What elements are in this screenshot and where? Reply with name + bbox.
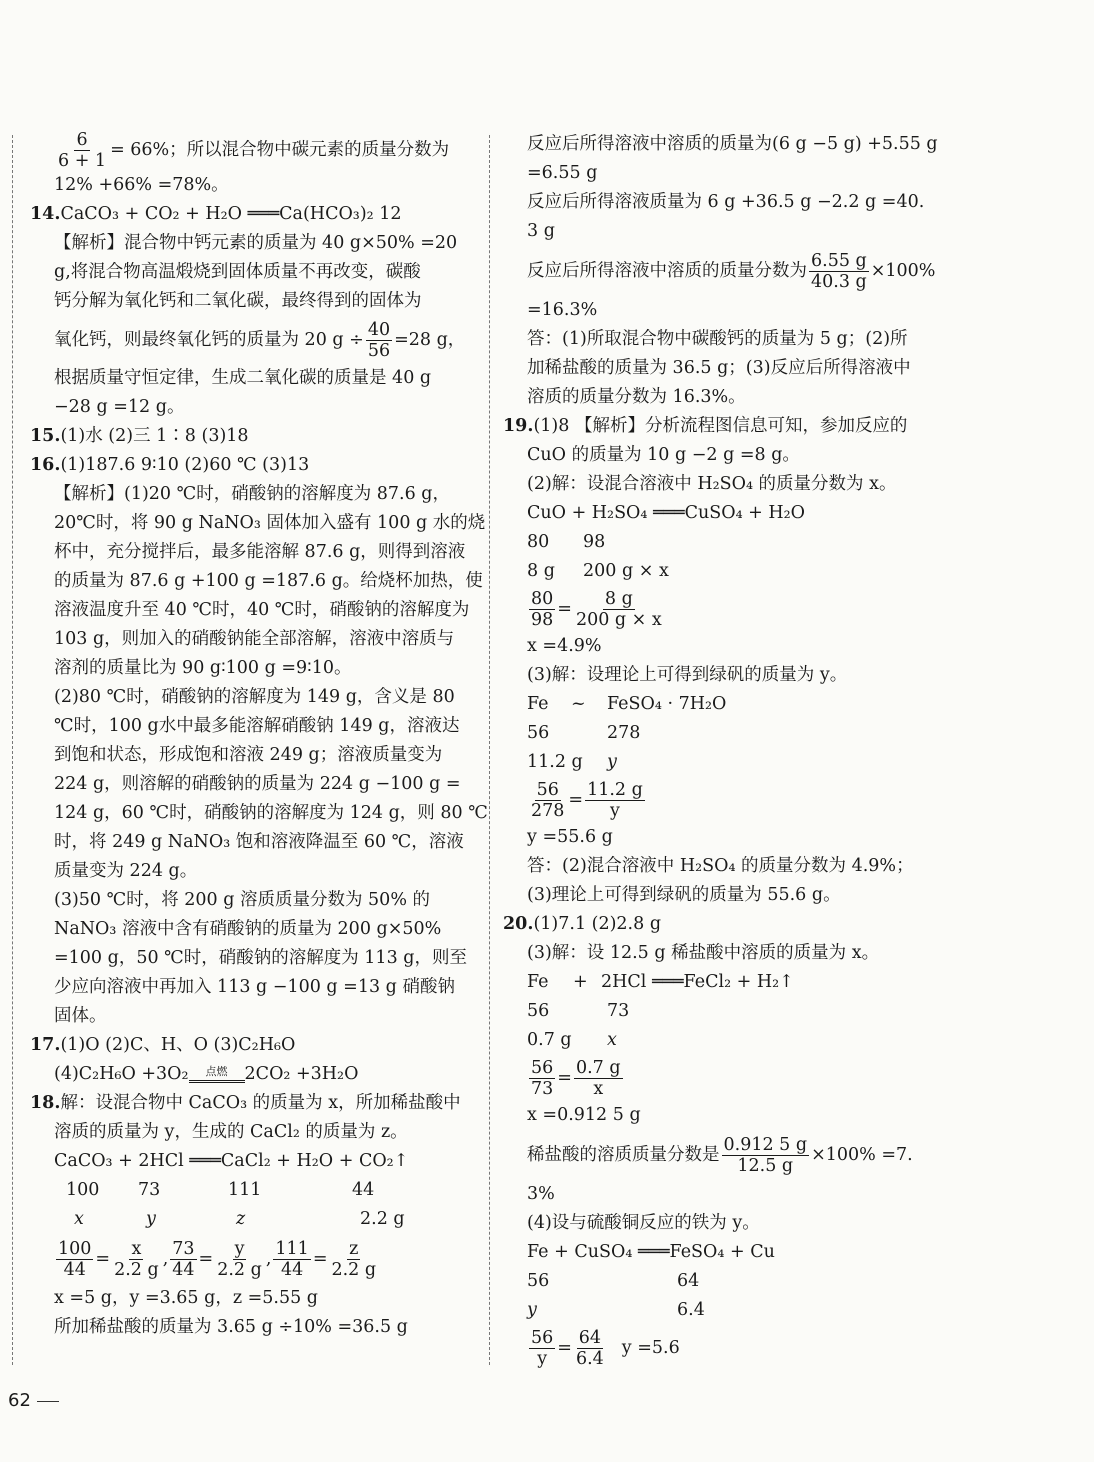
text-line: x =5 g，y =3.65 g，z =5.55 g: [54, 1288, 319, 1308]
proportion-line: $\frac{100}{44}$ = $\frac{x}{2.2 g}$ , $\frac{73}{44}$ = $\frac{y}{2.2 g}$ , $\frac{111}{44}$ = $\frac{z}{2.2 g}$: [58, 1238, 377, 1280]
fraction-line: 稀盐酸的溶质质量分数是 $\frac{0.912 5 g}{12.5 g}$ ×100% =7.: [527, 1134, 913, 1176]
text-line: 溶剂的质量比为 90 g∶100 g =9∶10。: [54, 658, 352, 678]
question-20: 20.(1)7.1 (2)2.8 g: [503, 914, 662, 934]
text-line: 20℃时，将 90 g NaNO₃ 固体加入盛有 100 g 水的烧: [54, 513, 486, 533]
proportion-line: $\frac{80}{98}$ = $\frac{8 g}{200 g \times x}$: [531, 588, 662, 630]
text-line: = 66%；所以混合物中碳元素的质量分数为: [110, 140, 450, 160]
text-line: (3)理论上可得到绿矾的质量为 55.6 g。: [527, 885, 841, 905]
text-line: 103 g，则加入的硝酸钠能全部溶解，溶液中溶质与: [54, 629, 455, 649]
question-15: 15.(1)水 (2)三 1∶8 (3)18: [30, 426, 249, 446]
reaction-equation: CuO + H₂SO₄ ═══CuSO₄ + H₂O: [527, 503, 806, 523]
text-line: 224 g，则溶解的硝酸钠的质量为 224 g −100 g =: [54, 774, 461, 794]
unknown-row: 0.7 g x: [527, 1030, 617, 1050]
text-line: 【解析】(1)20 ℃时，硝酸钠的溶解度为 87.6 g，: [54, 484, 450, 504]
text-line: 反应后所得溶液质量为 6 g +36.5 g −2.2 g =40.: [527, 192, 925, 212]
text-line: y =55.6 g: [527, 827, 613, 847]
question-14: 14.CaCO₃ + CO₂ + H₂O ═══Ca(HCO₃)₂ 12: [30, 204, 402, 224]
text-line: −28 g =12 g。: [54, 397, 185, 417]
proportion-line: $\frac{56}{73}$ = $\frac{0.7 g}{x}$: [531, 1057, 621, 1099]
text-line: 杯中，充分搅拌后，最多能溶解 87.6 g，则得到溶液: [54, 542, 466, 562]
text-line: 时，将 249 g NaNO₃ 饱和溶液降温至 60 ℃，溶液: [54, 832, 464, 852]
text-line: ℃时，100 g水中最多能溶解硝酸钠 149 g，溶液达: [54, 716, 460, 736]
text-line: 固体。: [54, 1006, 107, 1026]
condition-arrow: 点燃: [189, 1066, 245, 1083]
text-line: 【解析】混合物中钙元素的质量为 40 g×50% =20: [54, 233, 458, 253]
proportion-line: $\frac{56}{278}$ = $\frac{11.2 g}{y}$: [531, 779, 643, 821]
text-line: 溶液温度升至 40 ℃时，40 ℃时，硝酸钠的溶解度为: [54, 600, 470, 620]
question-16: 16.(1)187.6 9∶10 (2)60 ℃ (3)13: [30, 455, 310, 475]
text-line: x =4.9%: [527, 636, 602, 656]
text-line: 答：(1)所取混合物中碳酸钙的质量为 5 g；(2)所: [527, 329, 908, 349]
text-line: (3)解：设理论上可得到绿矾的质量为 y。: [527, 665, 848, 685]
text-line: (4)设与硫酸铜反应的铁为 y。: [527, 1213, 760, 1233]
unknown-row: 8 g 200 g × x: [527, 561, 669, 581]
text-line: NaNO₃ 溶液中含有硝酸钠的质量为 200 g×50%: [54, 919, 442, 939]
text-line: 反应后所得溶液中溶质的质量为(6 g −5 g) +5.55 g: [527, 134, 938, 154]
text-line: g,将混合物高温煅烧到固体质量不再改变，碳酸: [54, 262, 421, 282]
page-footer: [8, 1390, 59, 1411]
left-column: [30, 130, 488, 1342]
fraction: $\frac{6}{6 + 1}$: [58, 130, 107, 171]
text-line: 12% +66% =78%。: [54, 175, 229, 195]
unknown-row: y 6.4: [527, 1300, 705, 1320]
text-line: (2)80 ℃时，硝酸钠的溶解度为 149 g，含义是 80: [54, 687, 455, 707]
proportion-line: $\frac{56}{y}$ = $\frac{64}{6.4}$ y =5.6: [531, 1327, 680, 1369]
question-19: 19.(1)8 【解析】分析流程图信息可知，参加反应的: [503, 416, 908, 436]
question-17: 17.(1)O (2)C、H、O (3)C₂H₆O: [30, 1035, 296, 1055]
reaction-equation: Fe ~ FeSO₄ · 7H₂O: [527, 694, 727, 714]
fraction-line: 氧化钙，则最终氧化钙的质量为 20 g ÷ $\frac{40}{56}$ =28 g，: [54, 319, 466, 361]
text-line: 3%: [527, 1184, 555, 1204]
column-divider: [489, 135, 490, 1365]
text-line: (3)50 ℃时，将 200 g 溶质质量分数为 50% 的: [54, 890, 431, 910]
ratio-row: 80 98: [527, 532, 606, 552]
fraction-line: [30, 130, 478, 171]
text-line: x =0.912 5 g: [527, 1105, 641, 1125]
reaction-equation: (4)C₂H₆O +3O₂ 点燃 2CO₂ +3H₂O: [54, 1064, 359, 1084]
text-line: (3)解：设 12.5 g 稀盐酸中溶质的质量为 x。: [527, 943, 880, 963]
text-line: 答：(2)混合溶液中 H₂SO₄ 的质量分数为 4.9%；: [527, 856, 914, 876]
text-line: 到饱和状态，形成饱和溶液 249 g；溶液质量变为: [54, 745, 443, 765]
ratio-row: 56 73: [527, 1001, 630, 1021]
reaction-equation: Fe + 2HCl ═══FeCl₂ + H₂↑: [527, 972, 794, 992]
text-line: =16.3%: [527, 300, 598, 320]
fraction-line: 反应后所得溶液中溶质的质量分数为 $\frac{6.55 g}{40.3 g}$ ×100%: [527, 250, 936, 292]
text-line: 124 g，60 ℃时，硝酸钠的溶解度为 124 g，则 80 ℃: [54, 803, 488, 823]
text-line: 根据质量守恒定律，生成二氧化碳的质量是 40 g: [54, 368, 432, 388]
text-line: 的质量为 87.6 g +100 g =187.6 g。给烧杯加热，使: [54, 571, 483, 591]
ratio-row: 100 73 111 44: [66, 1180, 375, 1200]
reaction-equation: CaCO₃ + 2HCl ═══CaCl₂ + H₂O + CO₂↑: [54, 1151, 409, 1171]
ratio-row: 56 278: [527, 723, 641, 743]
text-line: 3 g: [527, 221, 555, 241]
text-line: 钙分解为氧化钙和二氧化碳，最终得到的固体为: [54, 291, 422, 311]
text-line: =100 g，50 ℃时，硝酸钠的溶解度为 113 g，则至: [54, 948, 467, 968]
text-line: 少应向溶液中再加入 113 g −100 g =13 g 硝酸钠: [54, 977, 455, 997]
left-margin-rule: [12, 135, 13, 1365]
question-18: 18.解：设混合物中 CaCO₃ 的质量为 x，所加稀盐酸中: [30, 1093, 461, 1113]
text-line: =6.55 g: [527, 163, 598, 183]
text-line: CuO 的质量为 10 g −2 g =8 g。: [527, 445, 800, 465]
page-number: 62: [8, 1390, 31, 1411]
ratio-row: 56 64: [527, 1271, 700, 1291]
text-line: 溶质的质量分数为 16.3%。: [527, 387, 746, 407]
unknown-row: 11.2 g y: [527, 752, 617, 772]
text-line: 质量变为 224 g。: [54, 861, 198, 881]
reaction-equation: Fe + CuSO₄ ═══FeSO₄ + Cu: [527, 1242, 775, 1262]
right-column: [503, 130, 953, 1371]
text-line: (2)解：设混合溶液中 H₂SO₄ 的质量分数为 x。: [527, 474, 897, 494]
text-line: 所加稀盐酸的质量为 3.65 g ÷10% =36.5 g: [54, 1317, 408, 1337]
text-line: 加稀盐酸的质量为 36.5 g；(3)反应后所得溶液中: [527, 358, 911, 378]
unknown-row: x y z 2.2 g: [74, 1209, 405, 1229]
text-line: 溶质的质量为 y，生成的 CaCl₂ 的质量为 z。: [54, 1122, 408, 1142]
